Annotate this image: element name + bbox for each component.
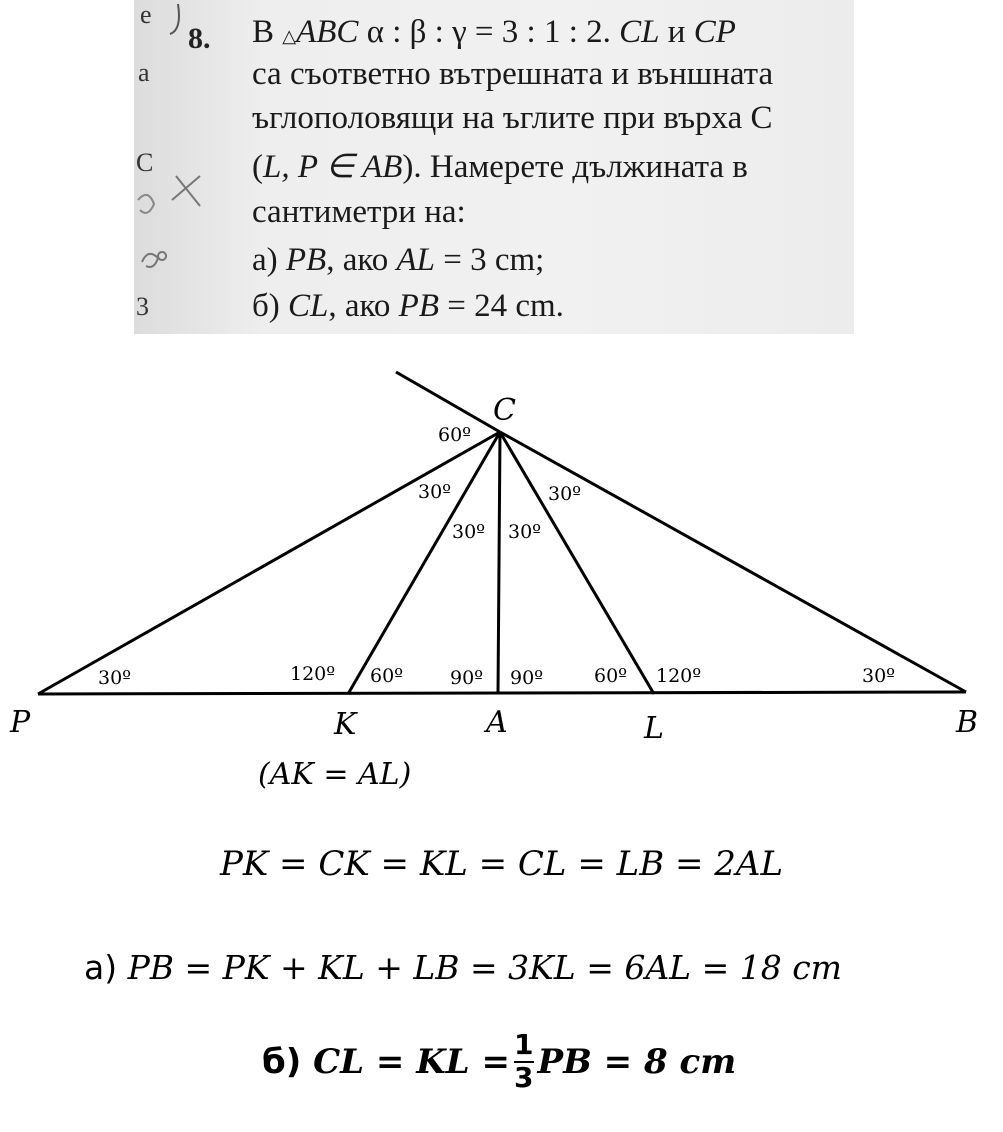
problem-line-3: ъглополовящи на ъглите при върха C — [252, 100, 773, 136]
line6-val: = 3 cm; — [435, 242, 545, 278]
point-p-label: P — [10, 705, 31, 740]
triangle-icon: △ — [282, 26, 297, 46]
line6-pre: а) — [252, 242, 286, 278]
line7-cl: CL — [288, 288, 329, 324]
answer-b — [262, 1030, 736, 1094]
line1-cp: CP — [693, 14, 736, 50]
point-b-label: B — [956, 705, 979, 740]
segment-cb — [500, 432, 966, 692]
problem-line-5: сантиметри на: — [252, 194, 466, 230]
angle-a-right: 90º — [510, 667, 544, 689]
point-k-label: K — [334, 707, 357, 742]
external-ray — [396, 372, 500, 432]
margin-note-2: a — [138, 58, 150, 87]
line1-and: и — [659, 14, 694, 50]
equality-note: (AK = AL) — [258, 757, 412, 792]
angle-a-left: 90º — [450, 667, 484, 689]
segment-ca — [498, 432, 500, 694]
point-l-label: L — [644, 711, 664, 746]
answer-b-right: PB = 8 cm — [537, 1041, 737, 1082]
angle-c-external: 60º — [438, 424, 472, 446]
line1-pre: В — [252, 14, 283, 50]
angle-b: 30º — [862, 665, 896, 687]
line6-mid: , ако — [326, 242, 397, 278]
relation-equation: PK = CK = KL = CL = LB = 2AL — [219, 844, 784, 884]
base-line-pb — [38, 692, 966, 694]
angle-kca: 30º — [452, 521, 486, 543]
margin-note-4: 3 — [136, 292, 149, 321]
line1-ratio: α : β : γ = 3 : 1 : 2. — [358, 14, 620, 50]
fraction-one-third — [514, 1030, 533, 1094]
angle-pck: 30º — [418, 481, 452, 503]
fraction-numerator: 1 — [514, 1028, 534, 1061]
point-c-label: C — [493, 393, 516, 428]
line6-pb: PB — [285, 242, 327, 278]
answer-a — [84, 948, 842, 987]
margin-note-1: e — [140, 0, 152, 29]
fraction-denominator: 3 — [514, 1060, 534, 1094]
angle-acl: 30º — [508, 521, 542, 543]
line7-val: = 24 cm. — [439, 288, 564, 324]
segment-cl — [500, 432, 654, 694]
angle-k-outer: 120º — [290, 663, 336, 685]
line4-open: ( — [252, 149, 263, 185]
problem-line-2: са съответно вътрешната и външната — [252, 56, 774, 92]
angle-k-inner: 60º — [370, 665, 404, 687]
line6-al: AL — [396, 242, 435, 278]
answer-b-prefix: б) — [262, 1041, 302, 1082]
line7-pre: б) — [252, 288, 289, 324]
line4-vars: L, P ∈ AB — [263, 149, 403, 185]
line7-pb: PB — [398, 288, 439, 324]
answer-b-left: CL = KL = — [313, 1041, 511, 1082]
angle-lcb: 30º — [548, 483, 582, 505]
line4-rest: ). Намерете дължината в — [402, 149, 748, 185]
angle-p: 30º — [98, 667, 132, 689]
angle-l-outer: 120º — [656, 665, 702, 687]
line7-mid: , ако — [328, 288, 399, 324]
problem-number: 8. — [188, 22, 211, 55]
line1-cl: CL — [619, 14, 660, 50]
line1-abc: ABC — [296, 14, 359, 50]
segment-pc — [38, 432, 500, 694]
segment-ck — [348, 432, 500, 694]
answer-a-prefix: а) — [84, 948, 128, 987]
point-a-label: A — [486, 705, 508, 740]
angle-l-inner: 60º — [594, 665, 628, 687]
margin-note-3: C — [136, 148, 154, 177]
answer-a-expression: PB = PK + KL + LB = 3KL = 6AL = 18 cm — [127, 948, 842, 987]
